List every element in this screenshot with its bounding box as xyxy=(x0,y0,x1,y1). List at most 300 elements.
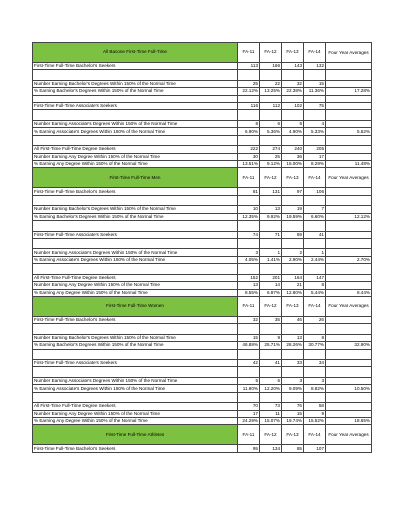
table-row xyxy=(33,410,372,417)
empty-cell xyxy=(304,70,326,81)
empty-cell xyxy=(326,135,372,146)
four-year-average xyxy=(326,153,372,160)
spacer-row xyxy=(33,392,372,403)
term-value: 30.77% xyxy=(304,342,326,349)
term-value: 17 xyxy=(304,153,326,160)
four-year-average xyxy=(326,377,372,384)
term-column-header: FA-13 xyxy=(282,168,304,188)
row-label: % Earning Any Degree Within 150% of the Normal Time xyxy=(33,161,238,168)
term-value: 8 xyxy=(304,334,326,341)
term-value: 19.59% xyxy=(282,213,304,220)
row-label: First-Time Full-Time Associate's Seekers xyxy=(33,231,238,238)
table-row xyxy=(33,256,372,263)
empty-cell xyxy=(238,392,260,403)
empty-cell xyxy=(238,195,260,206)
term-value: 107 xyxy=(304,445,326,452)
row-label: Number Earning Associate's Degrees Within 150% of the Normal Time xyxy=(33,377,238,384)
empty-cell xyxy=(260,110,282,121)
row-label: First-Time Full-Time Bachelor's Seekers xyxy=(33,445,238,452)
term-column-header: FA-14 xyxy=(304,168,326,188)
term-value: 5.44% xyxy=(304,289,326,296)
empty-cell xyxy=(260,221,282,232)
term-value: 15.00% xyxy=(282,161,304,168)
term-value: 15 xyxy=(238,334,260,341)
term-value: 70 xyxy=(238,403,260,410)
term-value: 5 xyxy=(238,377,260,384)
term-value: 28.26% xyxy=(282,342,304,349)
term-value: 41 xyxy=(260,360,282,367)
empty-cell xyxy=(260,135,282,146)
row-label: % Earning Bachelor's Degrees Within 150% of the Normal Time xyxy=(33,342,238,349)
spacer-row xyxy=(33,264,372,275)
term-column-header: FA-14 xyxy=(304,425,326,445)
four-year-average: 8.44% xyxy=(326,289,372,296)
term-value: 24.29% xyxy=(238,418,260,425)
table-row xyxy=(33,120,372,127)
four-year-average: 5.62% xyxy=(326,128,372,135)
four-year-average xyxy=(326,403,372,410)
term-value: 76 xyxy=(282,403,304,410)
term-value: 21 xyxy=(282,282,304,289)
term-value: 240 xyxy=(282,146,304,153)
empty-cell xyxy=(326,70,372,81)
term-value: 71 xyxy=(260,231,282,238)
empty-cell xyxy=(282,110,304,121)
term-value: 33 xyxy=(282,360,304,367)
table-row xyxy=(33,445,372,452)
empty-cell xyxy=(33,70,238,81)
table-row xyxy=(33,334,372,341)
empty-cell xyxy=(282,238,304,249)
four-year-averages-header: Four Year Averages xyxy=(326,296,372,316)
term-column-header: FA-13 xyxy=(282,296,304,316)
four-year-average xyxy=(326,188,372,195)
table-row xyxy=(33,418,372,425)
four-year-average xyxy=(326,274,372,281)
empty-cell xyxy=(260,392,282,403)
term-column-header: FA-14 xyxy=(304,296,326,316)
table-row xyxy=(33,249,372,256)
row-label: Number Earning Bachelor's Degrees Within 150% of the Normal Time xyxy=(33,206,238,213)
term-value: 75 xyxy=(304,103,326,110)
row-label: First-Time Full-Time Associate's Seekers xyxy=(33,360,238,367)
empty-cell xyxy=(282,324,304,335)
empty-cell xyxy=(326,238,372,249)
term-value: 14 xyxy=(260,282,282,289)
empty-cell xyxy=(304,238,326,249)
term-value: 35 xyxy=(260,316,282,323)
four-year-averages-header: Four Year Averages xyxy=(326,425,372,445)
term-value: 113 xyxy=(238,63,260,70)
term-value: 2.90% xyxy=(282,256,304,263)
empty-cell xyxy=(282,221,304,232)
four-year-average xyxy=(326,410,372,417)
term-value: 32 xyxy=(282,80,304,87)
four-year-average: 10.50% xyxy=(326,385,372,392)
term-value: 69 xyxy=(282,231,304,238)
table-row xyxy=(33,146,372,153)
term-value: 6 xyxy=(260,120,282,127)
term-value: 134 xyxy=(260,445,282,452)
row-label: Number Earning Bachelor's Degrees Within 150% of the Normal Time xyxy=(33,334,238,341)
term-value: 8.55% xyxy=(238,289,260,296)
row-label: % Earning Any Degree Within 150% of the Normal Time xyxy=(33,418,238,425)
empty-cell xyxy=(326,367,372,378)
term-value: 41 xyxy=(304,231,326,238)
empty-cell xyxy=(238,367,260,378)
term-column-header: FA-12 xyxy=(260,296,282,316)
empty-cell xyxy=(33,349,238,360)
term-value: 116 xyxy=(238,103,260,110)
four-year-average xyxy=(326,146,372,153)
empty-cell xyxy=(238,349,260,360)
row-label: First-Time Full-Time Bachelor's Seekers xyxy=(33,63,238,70)
empty-cell xyxy=(326,221,372,232)
empty-cell xyxy=(326,195,372,206)
empty-cell xyxy=(282,195,304,206)
term-value: 26 xyxy=(304,316,326,323)
four-year-average: 12.12% xyxy=(326,213,372,220)
term-value: 11.36% xyxy=(304,88,326,95)
table-row xyxy=(33,88,372,95)
section-header-row xyxy=(33,168,372,188)
term-value: 15 xyxy=(304,80,326,87)
section-header-row xyxy=(33,296,372,316)
four-year-average xyxy=(326,316,372,323)
term-value: 5 xyxy=(260,377,282,384)
term-value: 8 xyxy=(304,282,326,289)
empty-cell xyxy=(304,264,326,275)
term-value: 147 xyxy=(304,274,326,281)
section-title: First-Time Full-Time Women xyxy=(33,296,238,316)
row-label: % Earning Bachelor's Degrees Within 150% of the Normal Time xyxy=(33,213,238,220)
term-value: 17 xyxy=(238,410,260,417)
term-value: 25 xyxy=(238,80,260,87)
empty-cell xyxy=(260,324,282,335)
term-column-header: FA-11 xyxy=(238,296,260,316)
term-value: 12.80% xyxy=(282,289,304,296)
row-label: % Earning Associate's Degrees Within 150% of the Normal Time xyxy=(33,256,238,263)
term-value: 222 xyxy=(238,146,260,153)
row-label: Number Earning Associate's Degrees Within 150% of the Normal Time xyxy=(33,120,238,127)
term-value: 9.09% xyxy=(282,385,304,392)
four-year-average: 32.90% xyxy=(326,342,372,349)
term-value: 97 xyxy=(282,188,304,195)
row-label: Number Earning Any Degree Within 150% of the Normal Time xyxy=(33,153,238,160)
term-value: 9 xyxy=(304,410,326,417)
term-value: 74 xyxy=(238,231,260,238)
empty-cell xyxy=(282,95,304,102)
row-label: % Earning Associate's Degrees Within 150% of the Normal Time xyxy=(33,128,238,135)
four-year-average: 11.48% xyxy=(326,161,372,168)
graduation-rates-table xyxy=(32,42,372,453)
four-year-average: 2.70% xyxy=(326,256,372,263)
term-value: 36 xyxy=(282,153,304,160)
table-row xyxy=(33,206,372,213)
empty-cell xyxy=(33,95,238,102)
empty-cell xyxy=(238,95,260,102)
empty-cell xyxy=(260,195,282,206)
empty-cell xyxy=(260,367,282,378)
spacer-row xyxy=(33,367,372,378)
empty-cell xyxy=(282,135,304,146)
empty-cell xyxy=(238,70,260,81)
empty-cell xyxy=(33,110,238,121)
table-row xyxy=(33,360,372,367)
term-value: 13 xyxy=(238,282,260,289)
four-year-average xyxy=(326,103,372,110)
term-value: 166 xyxy=(260,63,282,70)
four-year-averages-header: Four Year Averages xyxy=(326,168,372,188)
term-value: 4.90% xyxy=(282,128,304,135)
empty-cell xyxy=(33,221,238,232)
four-year-average xyxy=(326,206,372,213)
term-value: 5.33% xyxy=(304,128,326,135)
empty-cell xyxy=(33,135,238,146)
empty-cell xyxy=(282,367,304,378)
term-value: 81 xyxy=(238,188,260,195)
four-year-average xyxy=(326,120,372,127)
row-label: % Earning Associate's Degrees Within 150% of the Normal Time xyxy=(33,385,238,392)
term-value: 13 xyxy=(260,206,282,213)
term-value: 46.88% xyxy=(238,342,260,349)
empty-cell xyxy=(304,195,326,206)
term-value: 143 xyxy=(282,63,304,70)
term-value: 6.90% xyxy=(238,128,260,135)
row-label: Number Earning Bachelor's Degrees Within 150% of the Normal Time xyxy=(33,80,238,87)
term-value: 30 xyxy=(238,153,260,160)
table-row xyxy=(33,161,372,168)
term-value: 19.74% xyxy=(282,418,304,425)
empty-cell xyxy=(33,367,238,378)
table-row xyxy=(33,385,372,392)
term-value: 3 xyxy=(238,249,260,256)
empty-cell xyxy=(282,349,304,360)
term-value: 102 xyxy=(282,103,304,110)
empty-cell xyxy=(33,392,238,403)
empty-cell xyxy=(304,367,326,378)
row-label: All First-Time Full-Time Degree Seekers xyxy=(33,403,238,410)
section-header-row xyxy=(33,43,372,63)
term-value: 7 xyxy=(304,206,326,213)
term-value: 201 xyxy=(260,274,282,281)
four-year-averages-header: Four Year Averages xyxy=(326,43,372,63)
term-value: 106 xyxy=(304,188,326,195)
term-value: 13 xyxy=(282,334,304,341)
empty-cell xyxy=(238,238,260,249)
table-row xyxy=(33,274,372,281)
term-value: 2.44% xyxy=(304,256,326,263)
spacer-row xyxy=(33,135,372,146)
term-value: 22.12% xyxy=(238,88,260,95)
empty-cell xyxy=(33,238,238,249)
term-value: 274 xyxy=(260,146,282,153)
term-value: 12.20% xyxy=(260,385,282,392)
row-label: First-Time Full-Time Bachelor's Seekers xyxy=(33,316,238,323)
term-column-header: FA-13 xyxy=(282,43,304,63)
table-row xyxy=(33,128,372,135)
graduation-rates-sheet xyxy=(32,42,371,453)
term-value: 1 xyxy=(304,249,326,256)
empty-cell xyxy=(282,264,304,275)
term-value: 11 xyxy=(260,410,282,417)
term-value: 5.36% xyxy=(260,128,282,135)
term-value: 3 xyxy=(304,377,326,384)
term-value: 9.92% xyxy=(260,213,282,220)
spacer-row xyxy=(33,195,372,206)
four-year-average: 18.65% xyxy=(326,418,372,425)
empty-cell xyxy=(238,221,260,232)
row-label: Number Earning Associate's Degrees Within 150% of the Normal Time xyxy=(33,249,238,256)
empty-cell xyxy=(326,110,372,121)
spacer-row xyxy=(33,221,372,232)
empty-cell xyxy=(282,70,304,81)
empty-cell xyxy=(304,135,326,146)
row-label: % Earning Bachelor's Degrees Within 150% of the Normal Time xyxy=(33,88,238,95)
four-year-average xyxy=(326,445,372,452)
row-label: % Earning Any Degree Within 150% of the Normal Time xyxy=(33,289,238,296)
empty-cell xyxy=(326,95,372,102)
term-value: 12.35% xyxy=(238,213,260,220)
term-value: 42 xyxy=(238,360,260,367)
row-label: All First-Time Full-Time Degree Seekers xyxy=(33,274,238,281)
empty-cell xyxy=(33,324,238,335)
term-value: 46 xyxy=(282,316,304,323)
term-value: 34 xyxy=(304,360,326,367)
term-value: 15.07% xyxy=(260,418,282,425)
empty-cell xyxy=(238,110,260,121)
four-year-average xyxy=(326,231,372,238)
spacer-row xyxy=(33,238,372,249)
spacer-row xyxy=(33,95,372,102)
term-value: 73 xyxy=(260,403,282,410)
term-value: 85 xyxy=(282,445,304,452)
row-label: All First-Time Full-Time Degree Seekers xyxy=(33,146,238,153)
term-value: 22 xyxy=(260,80,282,87)
table-row xyxy=(33,342,372,349)
section-title: First-Time Full-Time Athletes xyxy=(33,425,238,445)
term-value: 6.60% xyxy=(304,213,326,220)
term-value: 11.90% xyxy=(238,385,260,392)
empty-cell xyxy=(238,135,260,146)
term-column-header: FA-11 xyxy=(238,43,260,63)
table-row xyxy=(33,188,372,195)
four-year-average xyxy=(326,334,372,341)
empty-cell xyxy=(304,349,326,360)
term-value: 19 xyxy=(282,206,304,213)
four-year-average xyxy=(326,360,372,367)
table-row xyxy=(33,153,372,160)
empty-cell xyxy=(282,392,304,403)
four-year-average xyxy=(326,249,372,256)
term-value: 9.12% xyxy=(260,161,282,168)
term-value: 3 xyxy=(282,377,304,384)
table-row xyxy=(33,377,372,384)
four-year-average: 17.28% xyxy=(326,88,372,95)
table-row xyxy=(33,63,372,70)
empty-cell xyxy=(238,324,260,335)
term-column-header: FA-14 xyxy=(304,43,326,63)
table-row xyxy=(33,103,372,110)
empty-cell xyxy=(260,264,282,275)
empty-cell xyxy=(33,264,238,275)
term-column-header: FA-11 xyxy=(238,425,260,445)
row-label: First-Time Full-Time Bachelor's Seekers xyxy=(33,188,238,195)
empty-cell xyxy=(33,195,238,206)
table-row xyxy=(33,403,372,410)
table-row xyxy=(33,316,372,323)
term-column-header: FA-12 xyxy=(260,43,282,63)
term-column-header: FA-11 xyxy=(238,168,260,188)
term-value: 25 xyxy=(260,153,282,160)
empty-cell xyxy=(304,221,326,232)
term-value: 9 xyxy=(260,334,282,341)
empty-cell xyxy=(304,95,326,102)
empty-cell xyxy=(304,324,326,335)
term-value: 13.51% xyxy=(238,161,260,168)
term-value: 152 xyxy=(238,274,260,281)
empty-cell xyxy=(304,110,326,121)
empty-cell xyxy=(260,70,282,81)
spacer-row xyxy=(33,349,372,360)
term-value: 13.25% xyxy=(260,88,282,95)
term-value: 2 xyxy=(282,249,304,256)
table-row xyxy=(33,289,372,296)
empty-cell xyxy=(326,324,372,335)
term-column-header: FA-12 xyxy=(260,425,282,445)
row-label: Number Earning Any Degree Within 150% of the Normal Time xyxy=(33,410,238,417)
term-value: 15.52% xyxy=(304,418,326,425)
spacer-row xyxy=(33,110,372,121)
term-value: 4.05% xyxy=(238,256,260,263)
term-value: 132 xyxy=(304,63,326,70)
term-value: 164 xyxy=(282,274,304,281)
term-value: 131 xyxy=(260,188,282,195)
spacer-row xyxy=(33,324,372,335)
four-year-average xyxy=(326,282,372,289)
term-value: 95 xyxy=(238,445,260,452)
term-value: 32 xyxy=(238,316,260,323)
empty-cell xyxy=(260,349,282,360)
row-label: First-Time Full-Time Associate's Seekers xyxy=(33,103,238,110)
table-row xyxy=(33,80,372,87)
term-value: 1 xyxy=(260,249,282,256)
term-value: 6.97% xyxy=(260,289,282,296)
term-value: 4 xyxy=(304,120,326,127)
empty-cell xyxy=(326,349,372,360)
empty-cell xyxy=(304,392,326,403)
term-value: 22.38% xyxy=(282,88,304,95)
term-value: 5 xyxy=(282,120,304,127)
table-row xyxy=(33,231,372,238)
term-value: 8.82% xyxy=(304,385,326,392)
table-row xyxy=(33,282,372,289)
section-title: All Bacone First-Time Full-Time xyxy=(33,43,238,63)
term-value: 205 xyxy=(304,146,326,153)
section-header-row xyxy=(33,425,372,445)
term-column-header: FA-13 xyxy=(282,425,304,445)
row-label: Number Earning Any Degree Within 150% of the Normal Time xyxy=(33,282,238,289)
section-title: First-Time Full-Time Men xyxy=(33,168,238,188)
term-value: 8.29% xyxy=(304,161,326,168)
four-year-average xyxy=(326,63,372,70)
empty-cell xyxy=(238,264,260,275)
term-value: 112 xyxy=(260,103,282,110)
table-row xyxy=(33,213,372,220)
term-value: 25.71% xyxy=(260,342,282,349)
four-year-average xyxy=(326,80,372,87)
spacer-row xyxy=(33,70,372,81)
